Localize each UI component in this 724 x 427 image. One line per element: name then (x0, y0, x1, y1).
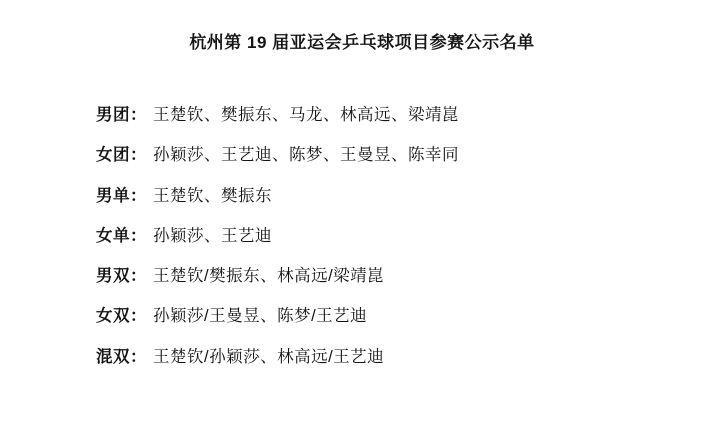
entry-names: 孙颖莎、王艺迪、陈梦、王曼昱、陈幸同 (153, 146, 459, 165)
entry-names: 王楚钦、樊振东 (153, 186, 272, 205)
page-title: 杭州第 19 届亚运会乒乓球项目参赛公示名单 (189, 33, 535, 52)
entry-label: 男双： (96, 267, 147, 286)
list-item (96, 104, 656, 126)
entry-names: 王楚钦/樊振东、林高远/梁靖崑 (153, 267, 385, 286)
list-item (96, 346, 656, 368)
entry-list (96, 104, 656, 386)
list-item (96, 185, 656, 207)
entry-names: 孙颖莎、王艺迪 (153, 226, 272, 245)
entry-names: 孙颖莎/王曼昱、陈梦/王艺迪 (153, 307, 368, 326)
entry-label: 女单： (96, 226, 147, 245)
entry-names: 王楚钦、樊振东、马龙、林高远、梁靖崑 (153, 106, 459, 124)
list-item (96, 265, 656, 287)
entry-label: 男单： (96, 186, 147, 205)
list-item (96, 225, 656, 247)
entry-names: 王楚钦/孙颖莎、林高远/王艺迪 (153, 347, 385, 366)
entry-label: 女双： (96, 307, 147, 326)
entry-label: 混双： (96, 347, 147, 366)
list-item (96, 305, 656, 327)
list-item (96, 144, 656, 166)
entry-label: 女团： (96, 146, 147, 165)
entry-label: 男团： (96, 106, 147, 124)
